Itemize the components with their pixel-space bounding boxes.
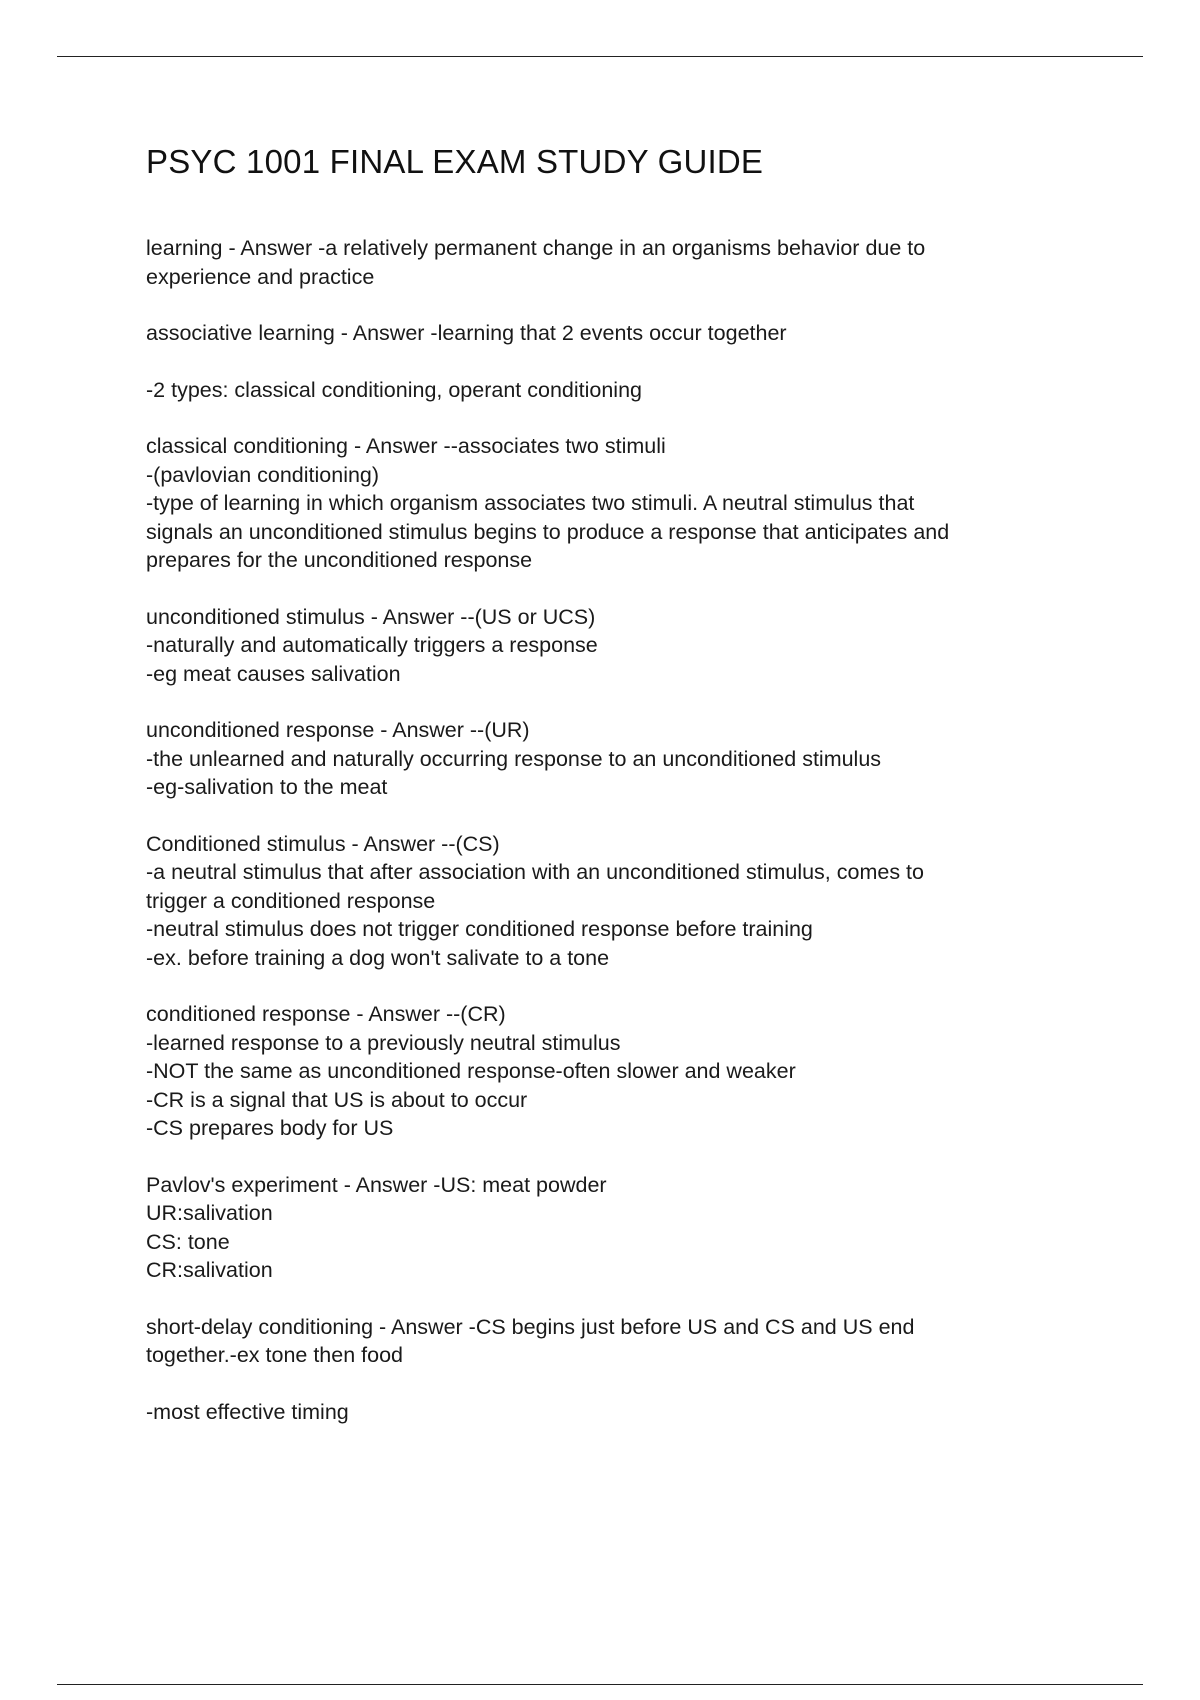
entry-term-line: -most effective timing xyxy=(146,1399,349,1424)
entry-term-line: learning - Answer -a relatively permanent change in an organisms behavior due to xyxy=(146,236,926,260)
study-entry xyxy=(146,1000,1076,1143)
entry-detail-line: -naturally and automatically triggers a response xyxy=(146,633,598,657)
entry-detail-line: -(pavlovian conditioning) xyxy=(146,462,380,487)
entry-term-line: -2 types: classical conditioning, operant conditioning xyxy=(146,377,642,402)
entry-detail-line: -CS prepares body for US xyxy=(146,1116,394,1140)
entry-detail-line: -learned response to a previously neutral stimulus xyxy=(146,1030,621,1055)
page-title: PSYC 1001 FINAL EXAM STUDY GUIDE xyxy=(146,143,764,180)
entry-detail-line: CR:salivation xyxy=(146,1258,273,1282)
entry-detail-line: -CR is a signal that US is about to occur xyxy=(146,1087,528,1112)
entry-term-line: Conditioned stimulus - Answer --(CS) xyxy=(146,831,500,856)
entry-detail-line: -ex. before training a dog won't salivate to a tone xyxy=(146,945,610,970)
study-entry xyxy=(146,376,1076,405)
bottom-divider xyxy=(57,1684,1143,1685)
entry-term-line: conditioned response - Answer --(CR) xyxy=(146,1002,506,1026)
entry-term-line: unconditioned response - Answer --(UR) xyxy=(146,718,530,742)
study-entry xyxy=(146,830,1076,973)
entry-detail-line: -NOT the same as unconditioned response-often slower and weaker xyxy=(146,1059,796,1083)
entry-term-line: Pavlov's experiment - Answer -US: meat powder xyxy=(146,1172,607,1197)
entry-detail-line: trigger a conditioned response xyxy=(146,888,436,913)
study-entry xyxy=(146,234,1076,291)
study-entry xyxy=(146,1398,1076,1427)
study-entry xyxy=(146,1313,1076,1370)
study-entry xyxy=(146,432,1076,575)
entry-detail-line: -neutral stimulus does not trigger conditioned response before training xyxy=(146,917,813,941)
entry-detail-line: prepares for the unconditioned response xyxy=(146,548,533,572)
entry-detail-line: -the unlearned and naturally occurring response to an unconditioned stimulus xyxy=(146,746,882,771)
entry-detail-line: together.-ex tone then food xyxy=(146,1343,404,1367)
entry-detail-line: experience and practice xyxy=(146,264,375,289)
entry-detail-line: -eg meat causes salivation xyxy=(146,661,401,686)
entry-term-line: associative learning - Answer -learning that 2 events occur together xyxy=(146,321,787,345)
entry-detail-line: signals an unconditioned stimulus begins to produce a response that anticipates and xyxy=(146,519,950,544)
study-entry xyxy=(146,319,1076,348)
entry-term-line: unconditioned stimulus - Answer --(US or UCS) xyxy=(146,604,596,629)
entry-term-line: short-delay conditioning - Answer -CS begins just before US and CS and US end xyxy=(146,1314,915,1339)
top-divider xyxy=(57,56,1143,57)
entry-detail-line: CS: tone xyxy=(146,1229,230,1254)
study-entry xyxy=(146,1171,1076,1285)
page-content xyxy=(146,140,1076,1454)
entry-detail-line: UR:salivation xyxy=(146,1201,273,1225)
entry-detail-line: -a neutral stimulus that after association with an unconditioned stimulus, comes to xyxy=(146,860,924,884)
entry-term-line: classical conditioning - Answer --associates two stimuli xyxy=(146,434,666,458)
study-entry xyxy=(146,603,1076,689)
study-guide-entries xyxy=(146,234,1076,1426)
entry-detail-line: -type of learning in which organism associates two stimuli. A neutral stimulus that xyxy=(146,491,915,515)
entry-detail-line: -eg-salivation to the meat xyxy=(146,775,388,799)
study-entry xyxy=(146,716,1076,802)
